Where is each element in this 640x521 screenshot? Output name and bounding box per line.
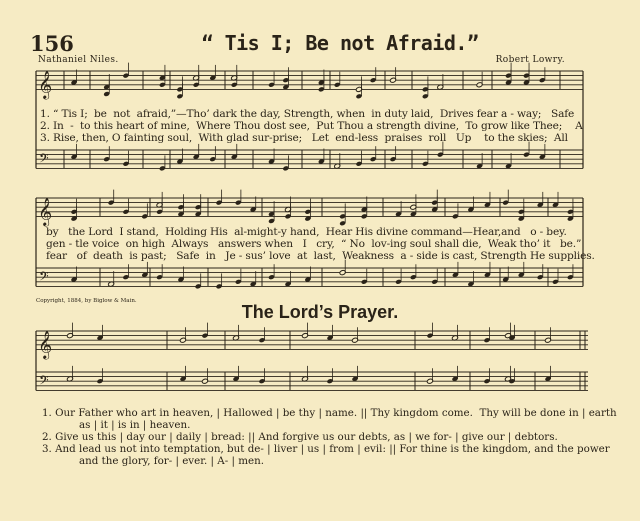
- svg-text:𝄞: 𝄞: [38, 70, 53, 99]
- copyright-notice: Copyright, 1884, by Biglow & Main.: [36, 298, 137, 304]
- verse-3-system-1: 3. Rise, then, O fainting soul, With glad sur-prise; Let end-less praises roll Up to the skies; All: [40, 132, 568, 144]
- hymn-title: “ Tis I; Be not Afraid.”: [201, 31, 479, 55]
- verse-1-system-2: by the Lord I stand, Holding His al-might-y hand, Hear His divine command—Hear,and o - bey.: [46, 226, 567, 238]
- prayer-line-3-cont: and the glory, for- | ever. | A- | men.: [79, 455, 264, 467]
- svg-text:𝄞: 𝄞: [38, 330, 53, 359]
- page-number: 156: [30, 31, 74, 56]
- composer-credit: Robert Lowry.: [495, 55, 565, 65]
- prayer-line-2: 2. Give us this | day our | daily | bread: || And forgive us our debts, as | we for- | give our | debtors.: [42, 431, 558, 443]
- verse-1-system-1: 1. “ Tis I; be not afraid,”—Tho’ dark the day, Strength, when in duty laid, Drives fear a - way; Safe: [40, 108, 575, 120]
- prayer-line-1: 1. Our Father who art in heaven, | Hallowed | be thy | name. || Thy kingdom come. Thy will be done in | earth: [42, 407, 617, 419]
- svg-text:𝄢: 𝄢: [39, 150, 49, 169]
- verse-2-system-1: 2. In - to this heart of mine, Where Thou dost see, Put Thou a strength divine, To grow like Thee; A: [40, 120, 583, 132]
- section-title: The Lord’s Prayer.: [241, 302, 399, 322]
- prayer-line-1-cont: as | it | is in | heaven.: [79, 419, 191, 431]
- verse-2-system-2: gen - tle voice on high Always answers when I cry, “ No lov-ing soul shall die, Weak tho’ it be.”: [46, 238, 582, 250]
- verse-3-system-2: fear of death is past; Safe in Je - sus’ love at last, Weakness a - side is cast, Strength He supplies.: [46, 250, 595, 262]
- svg-text:𝄢: 𝄢: [39, 268, 49, 287]
- svg-text:𝄞: 𝄞: [38, 197, 53, 226]
- lyricist-credit: Nathaniel Niles.: [38, 55, 119, 65]
- prayer-line-3: 3. And lead us not into temptation, but de- | liver | us | from | evil: || For thine is the kingdom, and the power: [42, 443, 610, 455]
- svg-text:𝄢: 𝄢: [39, 372, 49, 391]
